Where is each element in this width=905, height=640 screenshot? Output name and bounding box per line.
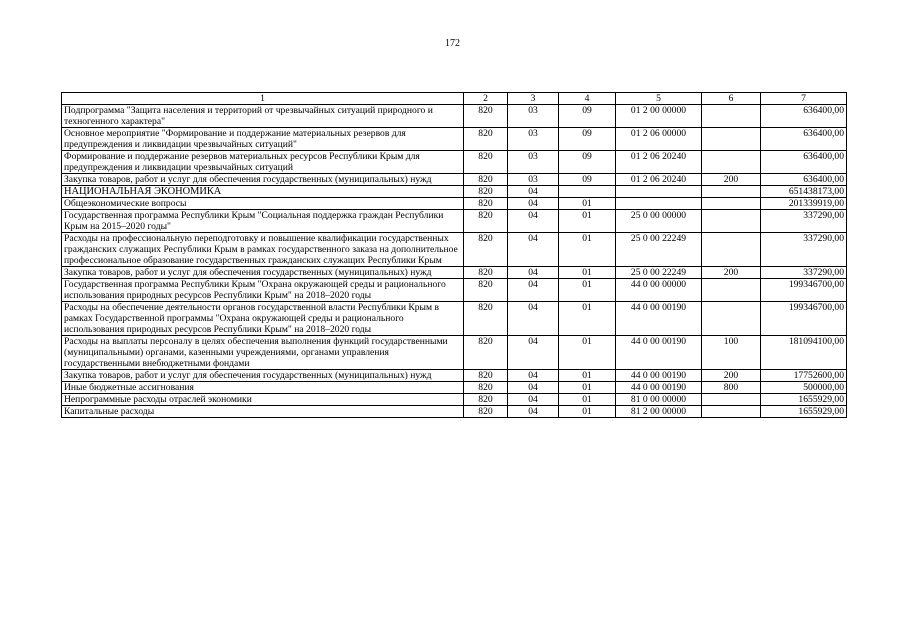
row-subsection: 09 (559, 151, 616, 174)
table-row (62, 394, 847, 406)
budget-table (61, 92, 847, 418)
row-name: Закупка товаров, работ и услуг для обеспечения государственных (муниципальных) нужд (62, 174, 464, 186)
column-header: 3 (508, 93, 559, 105)
row-target-article: 81 0 00 00000 (616, 394, 702, 406)
row-expense-type: 200 (702, 174, 761, 186)
row-target-article: 44 0 00 00190 (616, 382, 702, 394)
row-amount: 199346700,00 (761, 279, 847, 302)
row-grbs: 820 (464, 151, 508, 174)
row-grbs: 820 (464, 105, 508, 128)
row-name: Капитальные расходы (62, 406, 464, 418)
row-expense-type (702, 198, 761, 210)
row-grbs: 820 (464, 210, 508, 233)
row-expense-type (702, 233, 761, 267)
row-amount: 181094100,00 (761, 336, 847, 370)
row-amount: 337290,00 (761, 267, 847, 279)
row-grbs: 820 (464, 302, 508, 336)
row-subsection: 09 (559, 105, 616, 128)
row-grbs: 820 (464, 370, 508, 382)
table-row (62, 128, 847, 151)
row-subsection: 01 (559, 279, 616, 302)
row-section: 04 (508, 279, 559, 302)
table-row (62, 382, 847, 394)
table-row (62, 267, 847, 279)
row-name: Общеэкономические вопросы (62, 198, 464, 210)
row-expense-type (702, 105, 761, 128)
row-amount: 337290,00 (761, 210, 847, 233)
row-expense-type (702, 394, 761, 406)
row-grbs: 820 (464, 279, 508, 302)
row-subsection: 01 (559, 336, 616, 370)
row-name: Расходы на выплаты персоналу в целях обеспечения выполнения функций государственными (муниципальными) органами, казенными учреждениями, органами управления государственными внебюджетными фондами (62, 336, 464, 370)
row-grbs: 820 (464, 406, 508, 418)
row-amount: 636400,00 (761, 174, 847, 186)
row-subsection: 01 (559, 198, 616, 210)
row-target-article: 01 2 00 00000 (616, 105, 702, 128)
table-row (62, 174, 847, 186)
row-subsection: 01 (559, 267, 616, 279)
row-name: Закупка товаров, работ и услуг для обеспечения государственных (муниципальных) нужд (62, 370, 464, 382)
row-target-article (616, 198, 702, 210)
row-amount: 636400,00 (761, 128, 847, 151)
table-row (62, 198, 847, 210)
table-row (62, 336, 847, 370)
column-header: 5 (616, 93, 702, 105)
row-target-article: 44 0 00 00190 (616, 302, 702, 336)
table-body (62, 105, 847, 418)
table-row (62, 302, 847, 336)
row-section: 03 (508, 151, 559, 174)
row-subsection: 01 (559, 233, 616, 267)
row-expense-type: 200 (702, 370, 761, 382)
row-name: Расходы на профессиональную переподготовку и повышение квалификации государственных гражданских служащих Республики Крым в рамках государственного заказа на дополнительное профессиональное образование государственных гражданских служащих Республики Крым (62, 233, 464, 267)
row-section: 03 (508, 105, 559, 128)
column-header: 2 (464, 93, 508, 105)
row-name: Формирование и поддержание резервов материальных ресурсов Республики Крым для предупреждения и ликвидации чрезвычайных ситуаций (62, 151, 464, 174)
row-name: Подпрограмма "Защита населения и территорий от чрезвычайных ситуаций природного и техногенного характера" (62, 105, 464, 128)
row-grbs: 820 (464, 186, 508, 198)
row-expense-type (702, 406, 761, 418)
row-target-article: 44 0 00 00000 (616, 279, 702, 302)
row-subsection (559, 186, 616, 198)
table-row (62, 233, 847, 267)
row-grbs: 820 (464, 267, 508, 279)
row-name: Непрограммные расходы отраслей экономики (62, 394, 464, 406)
row-subsection: 09 (559, 128, 616, 151)
row-target-article (616, 186, 702, 198)
row-name: Иные бюджетные ассигнования (62, 382, 464, 394)
row-expense-type (702, 302, 761, 336)
row-expense-type: 100 (702, 336, 761, 370)
row-section: 04 (508, 302, 559, 336)
row-section: 03 (508, 128, 559, 151)
row-expense-type (702, 279, 761, 302)
row-amount: 201339919,00 (761, 198, 847, 210)
row-target-article: 01 2 06 20240 (616, 151, 702, 174)
row-name: Государственная программа Республики Крым "Социальная поддержка граждан Республики Крым на 2015–2020 годы" (62, 210, 464, 233)
row-expense-type: 200 (702, 267, 761, 279)
row-section: 04 (508, 198, 559, 210)
row-target-article: 25 0 00 00000 (616, 210, 702, 233)
row-name: Расходы на обеспечение деятельности органов государственной власти Республики Крым в рамках Государственной программы "Охрана окружающей среды и рационального использования природных ресурсов Республики Крым" на 2018–2020 годы (62, 302, 464, 336)
row-section: 04 (508, 336, 559, 370)
table-row (62, 370, 847, 382)
row-section: 04 (508, 370, 559, 382)
row-target-article: 01 2 06 20240 (616, 174, 702, 186)
row-target-article: 01 2 06 00000 (616, 128, 702, 151)
row-amount: 199346700,00 (761, 302, 847, 336)
row-subsection: 01 (559, 370, 616, 382)
row-target-article: 44 0 00 00190 (616, 336, 702, 370)
row-amount: 500000,00 (761, 382, 847, 394)
table-row (62, 279, 847, 302)
row-expense-type (702, 151, 761, 174)
table-row (62, 151, 847, 174)
row-section: 04 (508, 394, 559, 406)
table-row (62, 406, 847, 418)
row-grbs: 820 (464, 198, 508, 210)
row-subsection: 01 (559, 394, 616, 406)
row-grbs: 820 (464, 174, 508, 186)
table-row (62, 105, 847, 128)
row-section: 04 (508, 267, 559, 279)
row-target-article: 81 2 00 00000 (616, 406, 702, 418)
page-number: 172 (445, 38, 460, 49)
row-grbs: 820 (464, 394, 508, 406)
row-name: Государственная программа Республики Крым "Охрана окружающей среды и рационального использования природных ресурсов Республики Крым" на 2018–2020 годы (62, 279, 464, 302)
row-section: 04 (508, 233, 559, 267)
row-grbs: 820 (464, 128, 508, 151)
row-subsection: 01 (559, 406, 616, 418)
table-header-row (62, 93, 847, 105)
row-amount: 337290,00 (761, 233, 847, 267)
row-section: 03 (508, 174, 559, 186)
row-expense-type (702, 210, 761, 233)
table-row (62, 186, 847, 198)
row-amount: 1655929,00 (761, 406, 847, 418)
row-amount: 1655929,00 (761, 394, 847, 406)
column-header: 7 (761, 93, 847, 105)
row-subsection: 01 (559, 210, 616, 233)
row-amount: 636400,00 (761, 151, 847, 174)
row-subsection: 01 (559, 382, 616, 394)
row-target-article: 25 0 00 22249 (616, 233, 702, 267)
row-section: 04 (508, 210, 559, 233)
column-header: 1 (62, 93, 464, 105)
row-expense-type: 800 (702, 382, 761, 394)
column-header: 6 (702, 93, 761, 105)
row-grbs: 820 (464, 336, 508, 370)
table-row (62, 210, 847, 233)
row-amount: 636400,00 (761, 105, 847, 128)
row-grbs: 820 (464, 233, 508, 267)
row-subsection: 01 (559, 302, 616, 336)
row-section: 04 (508, 406, 559, 418)
row-target-article: 25 0 00 22249 (616, 267, 702, 279)
row-name: Закупка товаров, работ и услуг для обеспечения государственных (муниципальных) нужд (62, 267, 464, 279)
row-target-article: 44 0 00 00190 (616, 370, 702, 382)
row-subsection: 09 (559, 174, 616, 186)
row-expense-type (702, 128, 761, 151)
row-name: Основное мероприятие "Формирование и поддержание материальных резервов для предупреждения и ликвидации чрезвычайных ситуаций" (62, 128, 464, 151)
column-header: 4 (559, 93, 616, 105)
row-grbs: 820 (464, 382, 508, 394)
row-name: НАЦИОНАЛЬНАЯ ЭКОНОМИКА (62, 186, 464, 198)
row-section: 04 (508, 186, 559, 198)
row-amount: 17752600,00 (761, 370, 847, 382)
row-amount: 651438173,00 (761, 186, 847, 198)
row-section: 04 (508, 382, 559, 394)
row-expense-type (702, 186, 761, 198)
